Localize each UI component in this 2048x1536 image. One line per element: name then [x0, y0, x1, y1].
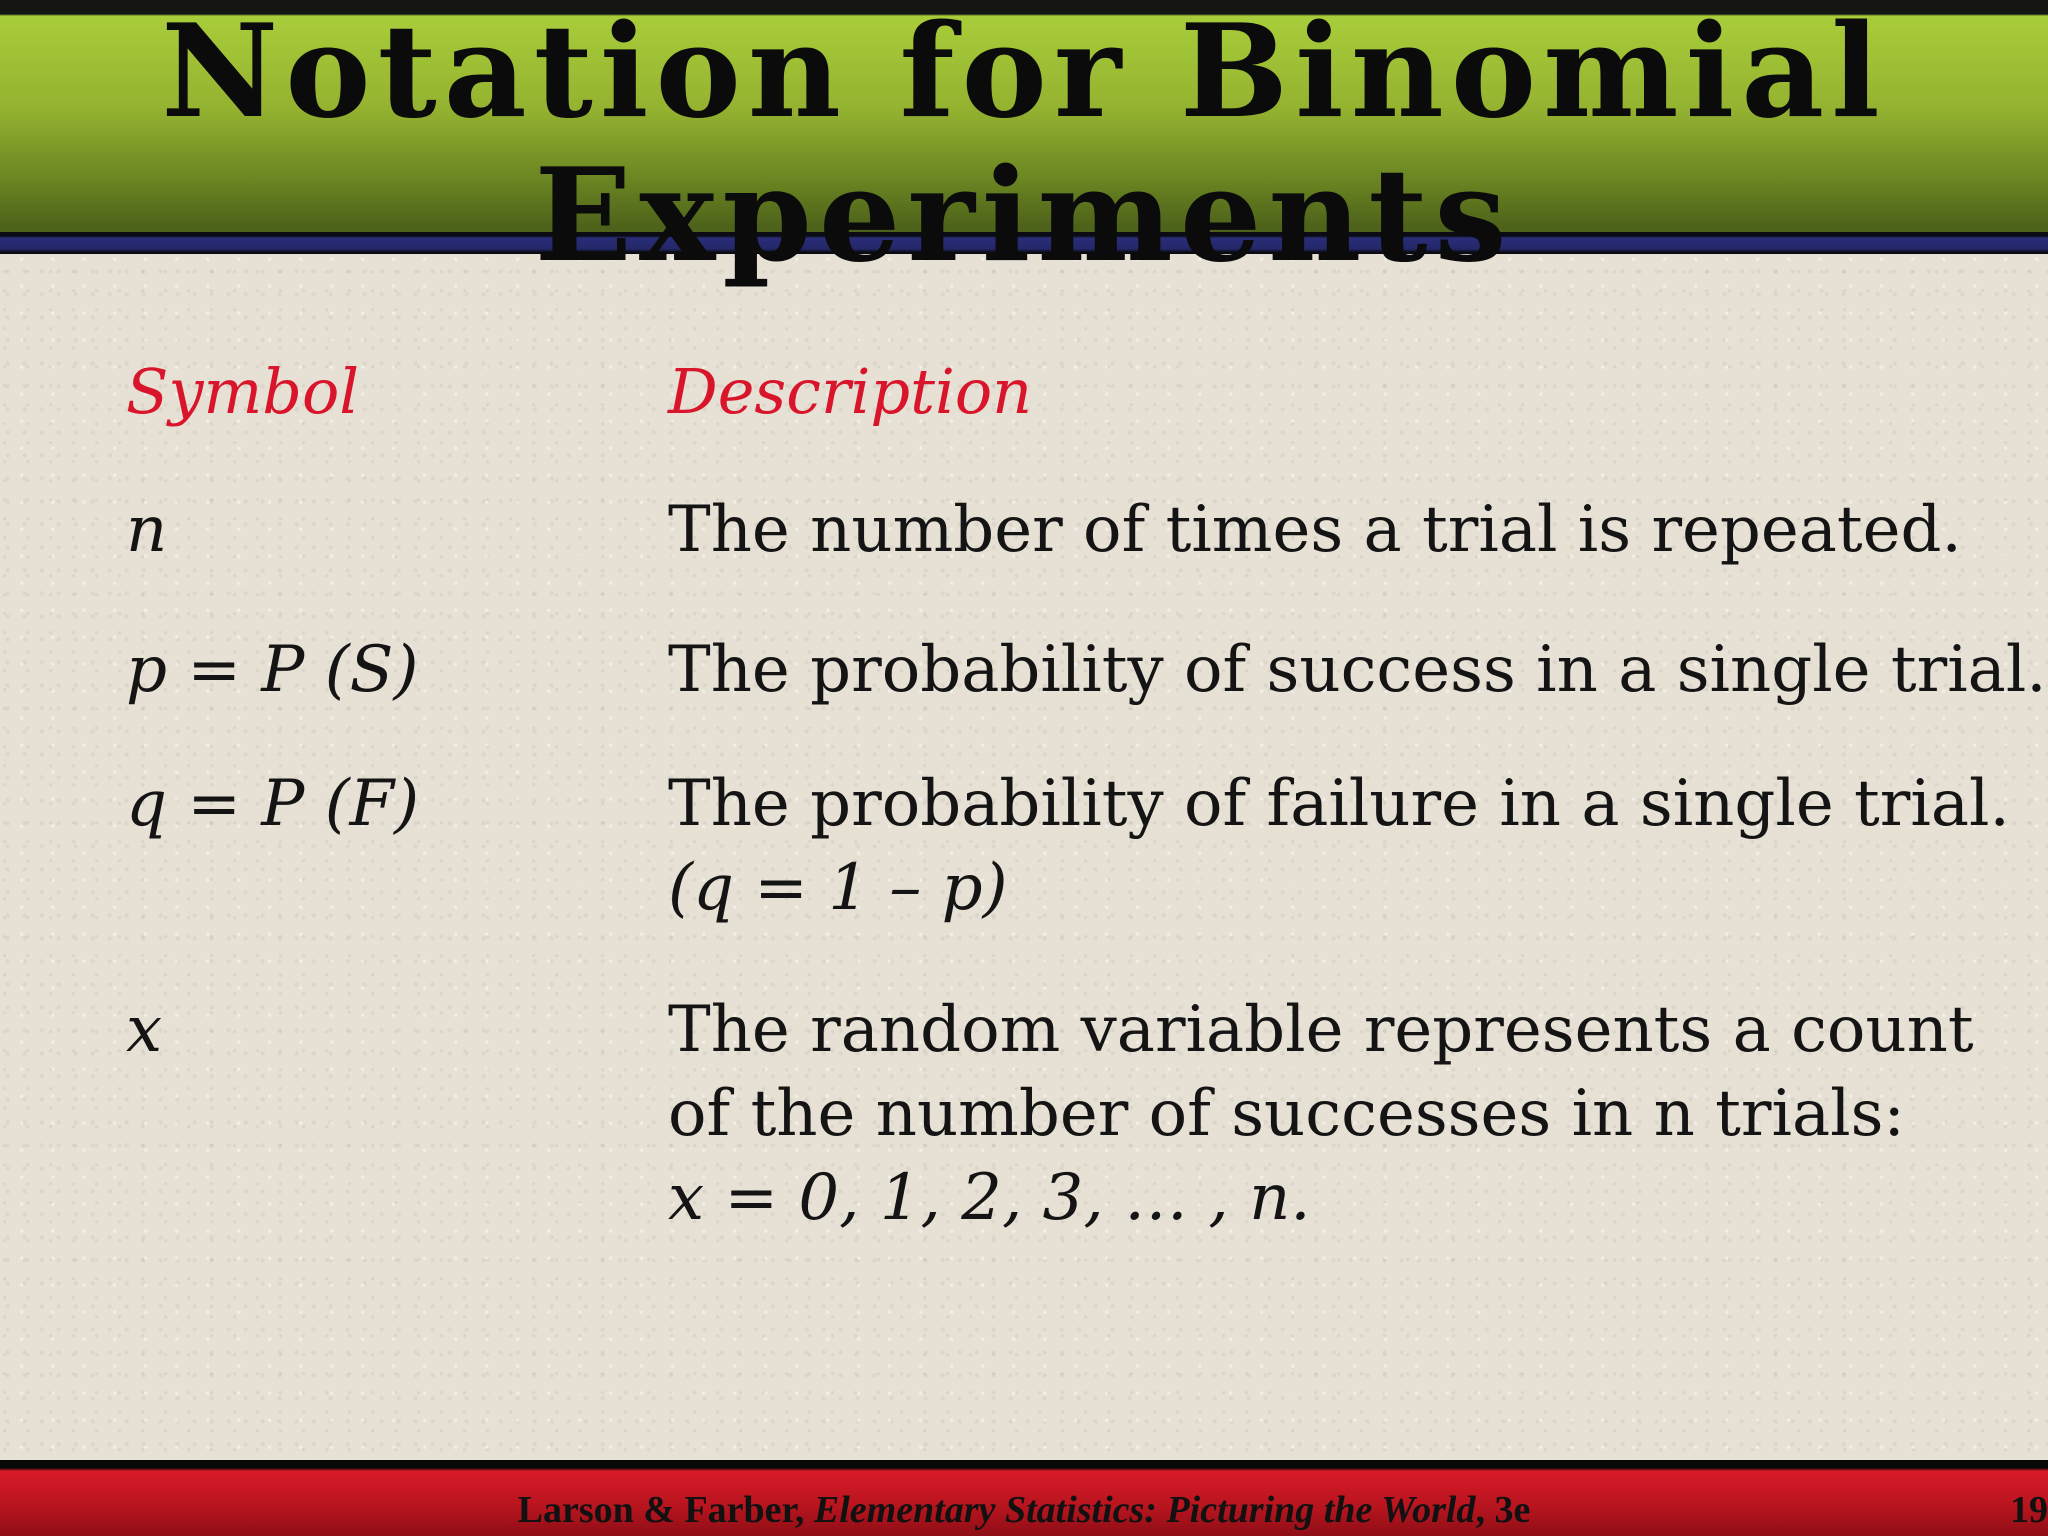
complement-formula: (q = 1 – p): [668, 851, 1008, 925]
symbol-cell: p = P (S): [126, 633, 419, 707]
description-line: of the number of successes in n trials:: [668, 1077, 1905, 1151]
slide-title: [0, 0, 2048, 291]
description-cell: [668, 762, 2010, 930]
description-line: The random variable represents a count: [668, 993, 1974, 1067]
citation-edition: , 3e: [1475, 1489, 1531, 1531]
citation-authors: Larson & Farber,: [517, 1489, 805, 1531]
symbol-cell: x: [126, 993, 163, 1067]
description-column-header: Description: [668, 355, 1033, 428]
description-cell: The probability of success in a single trial.: [668, 633, 2047, 707]
value-range-formula: x = 0, 1, 2, 3, … , n.: [668, 1161, 1311, 1235]
symbol-cell: q = P (F): [126, 767, 420, 841]
symbol-cell: n: [126, 493, 168, 567]
description-cell: [668, 988, 1974, 1240]
slide-title-line-2: Experiments: [534, 141, 1514, 291]
page-number: 19: [2010, 1489, 2048, 1531]
description-line: The probability of failure in a single trial.: [668, 767, 2010, 841]
description-cell: The number of times a trial is repeated.: [668, 493, 1962, 567]
citation-book-title: Elementary Statistics: Picturing the World: [813, 1489, 1476, 1531]
footer-citation: [0, 1488, 2048, 1532]
symbol-column-header: Symbol: [126, 355, 360, 428]
slide-title-line-1: Notation for Binomial: [161, 0, 1887, 147]
